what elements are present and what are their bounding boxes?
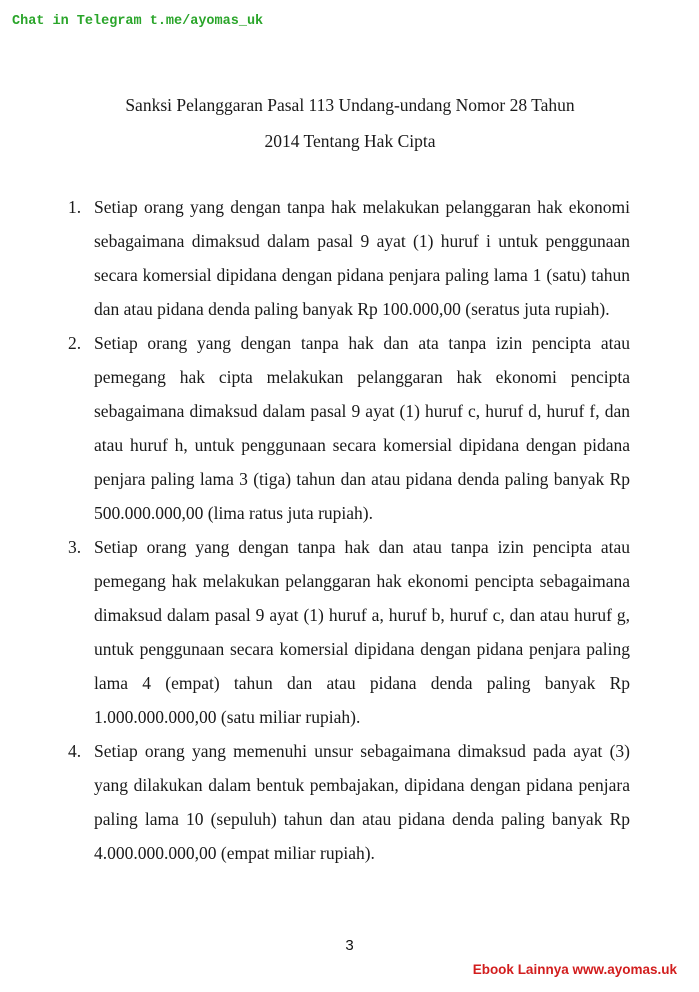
list-item: [64, 734, 630, 870]
list-item-number: 1.: [68, 197, 82, 217]
document-title: [60, 87, 640, 159]
list-item-text: Setiap orang yang dengan tanpa hak melakukan pelanggaran hak ekonomi sebagaimana dimaksud dalam pasal 9 ayat (1) huruf i untuk penggunaan secara komersial dipidana dengan pidana penjara paling lama 1 (satu) tahun dan atau pidana denda paling banyak Rp 100.000,00 (seratus juta rupiah).: [94, 197, 630, 319]
title-line-2: 2014 Tentang Hak Cipta: [264, 131, 436, 151]
telegram-watermark: Chat in Telegram t.me/ayomas_uk: [12, 14, 264, 29]
list-item-text: Setiap orang yang dengan tanpa hak dan ata tanpa izin pencipta atau pemegang hak cipta melakukan pelanggaran hak ekonomi pencipta sebagaimana dimaksud dalam pasal 9 ayat (1) huruf c, huruf d, huruf f, dan atau huruf h, untuk penggunaan secara komersial dipidana dengan pidana penjara paling lama 3 (tiga) tahun dan atau pidana denda paling banyak Rp 500.000.000,00 (lima ratus juta rupiah).: [94, 333, 630, 523]
list-item-number: 4.: [68, 741, 82, 761]
list-item-text: Setiap orang yang dengan tanpa hak dan atau tanpa izin pencipta atau pemegang hak melakukan pelanggaran hak ekonomi pencipta sebagaimana dimaksud dalam pasal 9 ayat (1) huruf a, huruf b, huruf c, dan atau huruf g, untuk penggunaan secara komersial dipidana dengan pidana penjara paling lama 4 (empat) tahun dan atau pidana denda paling banyak Rp 1.000.000.000,00 (satu miliar rupiah).: [94, 537, 630, 727]
list-item-text: Setiap orang yang memenuhi unsur sebagaimana dimaksud pada ayat (3) yang dilakukan dalam bentuk pembajakan, dipidana dengan pidana penjara paling lama 10 (sepuluh) tahun dan atau pidana denda paling banyak Rp 4.000.000.000,00 (empat miliar rupiah).: [94, 741, 630, 863]
list-item: [64, 190, 630, 326]
list-item-number: 3.: [68, 537, 82, 557]
list-item-number: 2.: [68, 333, 82, 353]
page-number: 3: [345, 937, 354, 954]
list-item: [64, 326, 630, 530]
ebook-watermark: Ebook Lainnya www.ayomas.uk: [472, 962, 677, 977]
title-line-1: Sanksi Pelanggaran Pasal 113 Undang-undang Nomor 28 Tahun: [125, 95, 575, 115]
list-item: [64, 530, 630, 734]
sanction-list: [64, 190, 630, 870]
